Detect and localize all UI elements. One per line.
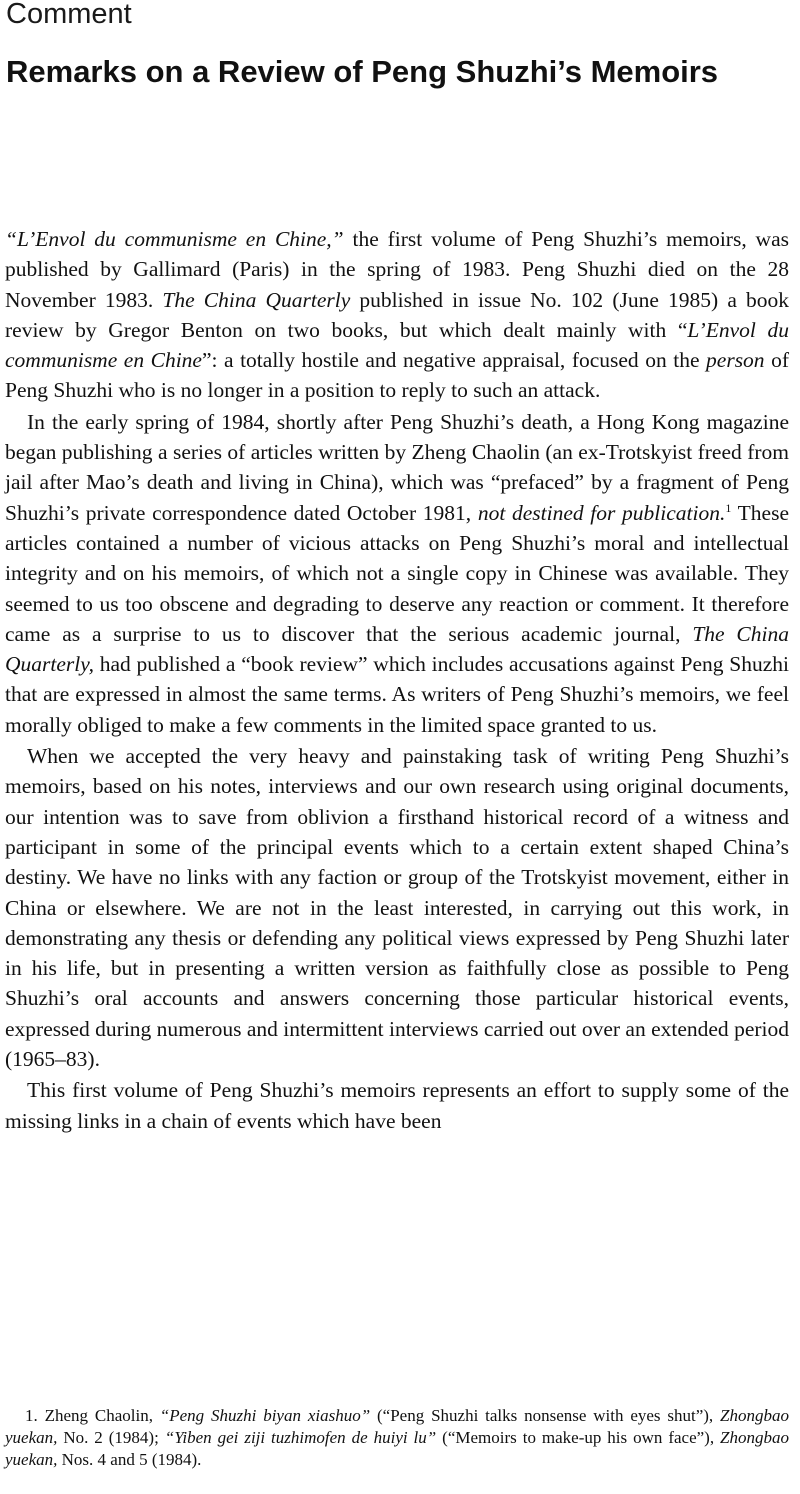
book-title: L’Envol du communisme en Chine — [5, 317, 789, 373]
footnote: 1. Zheng Chaolin, “Peng Shuzhi biyan xiashuo” (“Peng Shuzhi talks nonsense with eyes shut”), Zhongbao yuekan, No. 2 (1984); “Yiben gei ziji tuzhimofen de huiyi lu” (“Memoirs to make-up his own face”), Zhongbao yuekan, Nos. 4 and 5 (1984). — [5, 1406, 789, 1469]
paragraph: When we accepted the very heavy and painstaking task of writing Peng Shuzhi’s memoirs, based on his notes, interviews and our own research using original documents, our intention was to save from oblivion a firsthand historical record of a witness and participant in some of the principal events which to a certain extent shaped China’s destiny. We have no links with any faction or group of the Trotskyist movement, either in China or elsewhere. We are not in the least interested, in carrying out this work, in demonstrating any thesis or defending any political views expressed by Peng Shuzhi later in his life, but in presenting a written version as faithfully close as possible to Peng Shuzhi’s oral accounts and answers concerning those particular historical events, expressed during numerous and intermittent interviews carried out over an extended period (1965–83). — [5, 744, 789, 1072]
article-title: Remarks on a Review of Peng Shuzhi’s Memoirs — [6, 54, 719, 89]
journal-title: The China Quarterly — [162, 287, 351, 312]
section-label: Comment — [6, 0, 132, 30]
paragraph: This first volume of Peng Shuzhi’s memoirs represents an effort to supply some of the missing links in a chain of events which have been — [5, 1078, 789, 1133]
emphasis: not destined for publication. — [477, 500, 726, 525]
paragraph: “L’Envol du communisme en Chine,” the first volume of Peng Shuzhi’s memoirs, was published by Gallimard (Paris) in the spring of 1983. Peng Shuzhi died on the 28 November 1983. The China Quarterly published in issue No. 102 (June 1985) a book review by Gregor Benton on two books, but which dealt mainly with “L’Envol du communisme en Chine”: a totally hostile and negative appraisal, focused on the person of Peng Shuzhi who is no longer in a position to reply to such an attack. — [5, 227, 789, 403]
paragraph: In the early spring of 1984, shortly after Peng Shuzhi’s death, a Hong Kong magazine began publishing a series of articles written by Zheng Chaolin (an ex-Trotskyist freed from jail after Mao’s death and living in China), which was “prefaced” by a fragment of Peng Shuzhi’s private correspondence dated October 1981, not destined for publication.$^1$ These articles contained a number of vicious attacks on Peng Shuzhi’s moral and intellectual integrity and on his memoirs, of which not a single copy in Chinese was available. They seemed to us too obscene and degrading to deserve any reaction or comment. It therefore came as a surprise to us to discover that the serious academic journal, The China Quarterly, had published a “book review” which includes accusations against Peng Shuzhi that are expressed in almost the same terms. As writers of Peng Shuzhi’s memoirs, we feel morally obliged to make a few comments in the limited space granted to us. — [5, 409, 789, 737]
journal-title: The China Quarterly, — [5, 621, 789, 677]
footnotes — [5, 1405, 789, 1471]
article-body — [5, 224, 789, 1136]
footnote-marker: 1 — [725, 500, 732, 515]
emphasis: person — [706, 348, 765, 373]
book-title: “L’Envol du communisme en Chine,” — [5, 227, 344, 251]
